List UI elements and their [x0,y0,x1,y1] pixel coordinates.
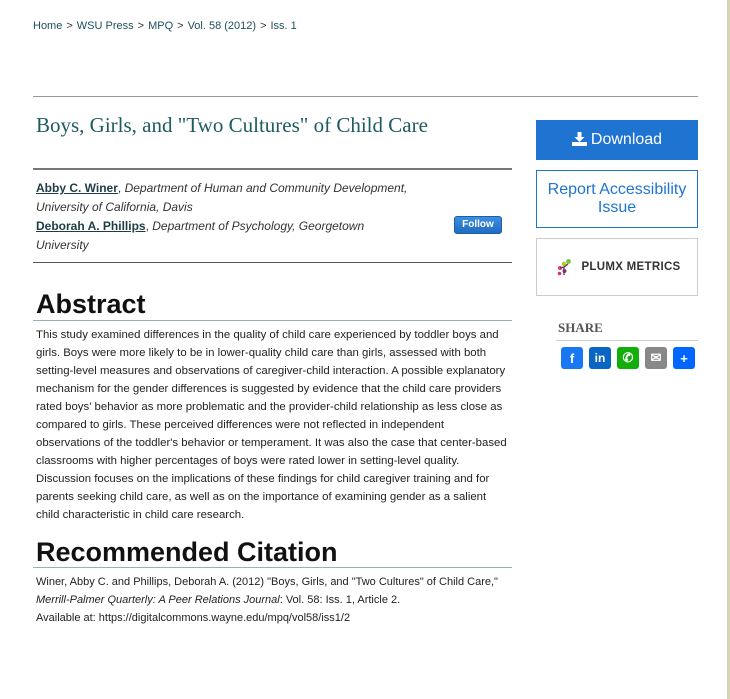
article-title: Boys, Girls, and "Two Cultures" of Child Care [36,113,428,137]
breadcrumb-wsu-press[interactable]: WSU Press [76,20,134,32]
plumx-label: PLUMX METRICS [581,261,681,273]
breadcrumb-separator: > [137,20,145,32]
authors-divider [33,262,512,263]
author-name-link[interactable]: Deborah A. Phillips [36,219,146,233]
abstract-heading: Abstract [36,289,146,319]
citation-block [36,573,516,627]
report-accessibility-button[interactable] [536,170,698,228]
header-divider [33,96,698,97]
author-affiliation: Department of Human and Community Development, [124,181,408,195]
email-share-button[interactable] [645,347,667,369]
author-name-link[interactable]: Abby C. Winer [36,181,118,195]
facebook-icon: f [569,350,575,366]
share-plus-icon: + [680,350,688,366]
plumx-metrics-widget[interactable] [536,238,698,296]
share-more-button[interactable] [673,347,695,369]
author-entry: Abby C. Winer, Department of Human and Community Development, [36,181,408,195]
report-accessibility-label: Report Accessibility Issue [547,181,687,216]
follow-button[interactable]: Follow [454,216,502,234]
breadcrumb-volume[interactable]: Vol. 58 (2012) [187,20,257,32]
linkedin-share-button[interactable] [589,347,611,369]
citation-line: Winer, Abby C. and Phillips, Deborah A. (2012) "Boys, Girls, and "Two Cultures" of Child Care," [36,576,498,588]
breadcrumb-mpq[interactable]: MPQ [148,20,174,32]
share-divider [556,340,698,341]
breadcrumb-home[interactable]: Home [33,20,63,32]
citation-heading: Recommended Citation [36,537,338,567]
download-label: Download [590,131,663,148]
citation-available: Available at: https://digitalcommons.wayne.edu/mpq/vol58/iss1/2 [36,612,351,624]
author-affiliation: University [36,238,89,252]
citation-volume: : Vol. 58: Iss. 1, Article 2. [279,594,401,606]
citation-journal-line [36,591,516,609]
abstract-heading-divider [33,320,512,321]
share-heading: SHARE [558,320,603,335]
whatsapp-share-button[interactable] [617,347,639,369]
title-divider [33,168,512,170]
breadcrumb-separator: > [177,20,184,32]
author-entry: Deborah A. Phillips, Department of Psychology, Georgetown [36,219,365,233]
whatsapp-icon: ✆ [622,350,634,365]
breadcrumb-separator: > [260,20,267,32]
abstract-text: This study examined differences in the quality of child care experienced by toddler boys and girls. Boys were more likely to be in lower-quality child care than girls, assessed with both setting-level measures and observations of caregiver-child interaction. A possible explanatory mechanism for the gender differences is suggested by evidence that the child care providers rated boys' behavior as more problematic and the provider-child relationship as less close as compared to girls. These perceived differences were not reflected in independent observations of the toddler's behavior or temperament. It was also the case that center-based classrooms with higher percentages of boys were rated lower in setting-level quality. Discussion focuses on the implications of these findings for child caregiver training and for parents seeking child care, as well as on the importance of examining gender as a salient child characteristic in child care research. [36,329,507,521]
facebook-share-button[interactable] [561,347,583,369]
author-list [36,179,441,255]
breadcrumb-separator: > [66,20,73,32]
citation-journal: Merrill-Palmer Quarterly: A Peer Relations Journal [36,594,280,606]
author-affiliation: Department of Psychology, Georgetown [152,219,365,233]
share-buttons [561,347,695,369]
download-icon [572,132,587,146]
citation-heading-divider [33,567,512,568]
plumx-icon [553,256,575,278]
breadcrumb [33,20,297,32]
download-button[interactable] [536,120,698,160]
author-affiliation: University of California, Davis [36,200,193,214]
linkedin-icon: in [594,351,606,365]
breadcrumb-issue[interactable]: Iss. 1 [270,20,297,32]
email-icon: ✉ [650,350,662,365]
